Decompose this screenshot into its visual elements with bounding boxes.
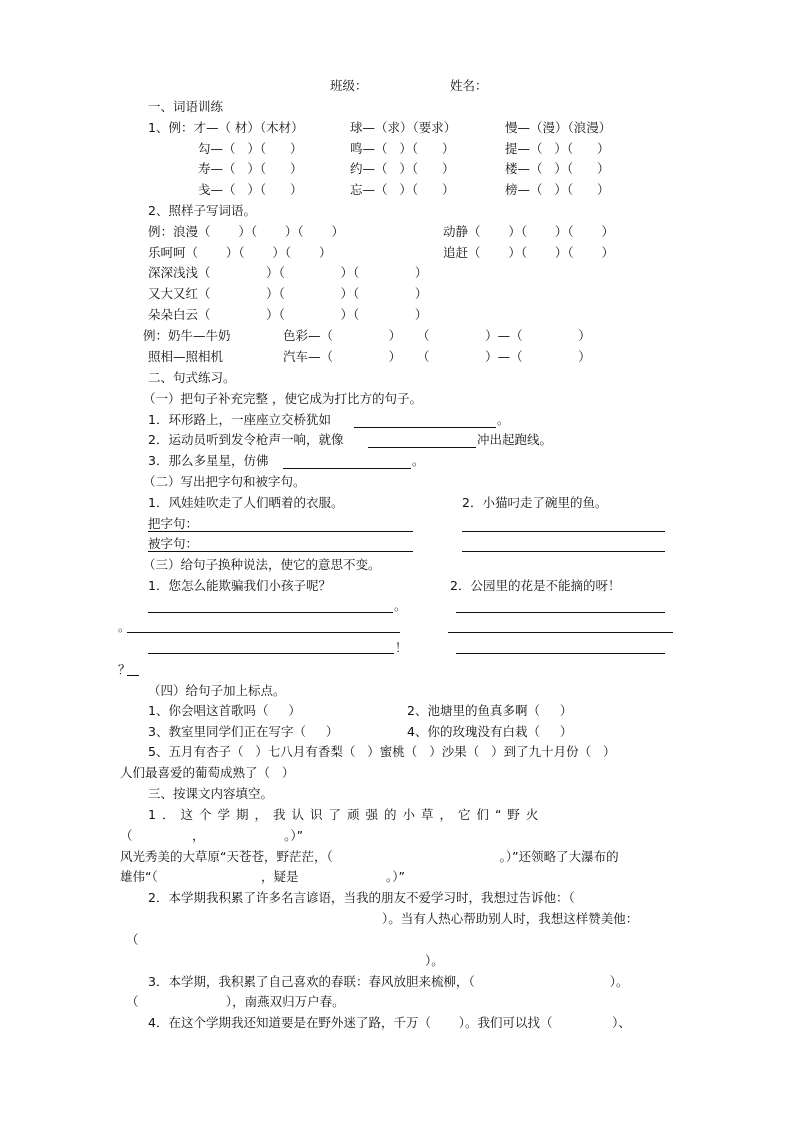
s3-q4-l1: 4．在这个学期我还知道要是在野外迷了路，千万（ ）。我们可以找（ ）、 [148, 1015, 631, 1030]
q1-example-b: 球—（求）（要求） [350, 120, 457, 135]
q1-row1-a: 勾—（ ）（ ） [198, 141, 303, 156]
p1-s1-pre: 1．环形路上，一座座立交桥犹如 [148, 412, 331, 427]
name-label: 姓名： [450, 78, 488, 93]
q1-row1-c: 提—（ ）（ ） [505, 141, 610, 156]
s3-q1-l4: 雄伟“（ ，疑是 。）” [120, 869, 405, 884]
p3-answer-1b[interactable] [127, 632, 400, 633]
p1-s1-post: 。 [497, 412, 510, 427]
q2-aabb-1: 深深浅浅（ ）（ ）（ ） [148, 265, 428, 280]
p3-answer-2c[interactable] [456, 653, 665, 654]
p3-title: （三）给句子换种说法，使它的意思不变。 [143, 557, 381, 572]
q1-row3-b: 忘—（ ）（ ） [350, 182, 455, 197]
bei-answer-1[interactable] [148, 551, 413, 552]
q2-ex2-b: 汽车—（ ） （ ）—（ ） [283, 349, 591, 364]
section1-title: 一、词语训练 [148, 99, 224, 114]
s3-q1-l1: 1．这个学期，我认识了顽强的小草，它们“野火 [148, 807, 545, 822]
p4-r2-a: 3、教室里同学们正在写字（ ） [148, 724, 339, 739]
q1-row3-a: 戋—（ ）（ ） [198, 182, 303, 197]
section2-title: 二、句式练习。 [148, 370, 236, 385]
q2-row2-b: 追赶（ ）（ ）（ ） [443, 245, 614, 260]
class-label: 班级： [330, 78, 368, 93]
p3-s2: 2．公园里的花是不能摘的呀！ [450, 578, 621, 593]
q2-ex1-b: 色彩—（ ） （ ）—（ ） [283, 328, 591, 343]
p4-r1-a: 1、你会唱这首歌吗（ ） [148, 703, 301, 718]
q2-aabb-2: 又大又红（ ）（ ）（ ） [148, 286, 428, 301]
p3-mark-exclaim: ！ [395, 640, 408, 655]
p3-mark-question: ？ [118, 662, 131, 677]
q2-row1-b: 动静（ ）（ ）（ ） [443, 224, 614, 239]
p4-r2-b: 4、你的玫瑰没有白栽（ ） [407, 724, 573, 739]
ba-answer-1[interactable] [148, 531, 413, 532]
p1-s2-pre: 2．运动员听到发令枪声一响，就像 [148, 432, 344, 447]
p4-r4: 人们最喜爱的葡萄成熟了（ ） [120, 765, 295, 780]
q2-aabb-3: 朵朵白云（ ）（ ）（ ） [148, 307, 428, 322]
q1-row2-a: 寿—（ ）（ ） [198, 161, 303, 176]
p3-answer-1d[interactable] [127, 675, 139, 676]
q1-row2-c: 楼—（ ）（ ） [505, 161, 610, 176]
ba-label: 把字句： [148, 516, 199, 531]
p4-title: （四）给句子加上标点。 [148, 683, 286, 698]
p1-s1-blank[interactable] [354, 427, 496, 428]
p1-title: （一）把句子补充完整 ，使它成为打比方的句子。 [143, 391, 422, 406]
p4-r1-b: 2、池塘里的鱼真多啊（ ） [407, 703, 573, 718]
s3-q3-l1: 3．本学期，我积累了自己喜欢的春联：春风放胆来梳柳，（ ）。 [148, 974, 629, 989]
p1-s3-pre: 3．那么多星星，仿佛 [148, 453, 269, 468]
s3-q2-l1: 2．本学期我积累了许多名言谚语，当我的朋友不爱学习时，我想过告诉他：（ [148, 890, 575, 905]
p1-s2-blank[interactable] [368, 447, 476, 448]
bei-answer-2[interactable] [462, 551, 665, 552]
p3-answer-2a[interactable] [456, 612, 665, 613]
s3-q2-l4: ）。 [425, 953, 444, 968]
q2-ex2-a: 照相—照相机 [148, 349, 224, 364]
q2-ex1-a: 例：奶牛—牛奶 [143, 328, 231, 343]
p3-mark-period1: 。 [394, 598, 407, 613]
p3-s1: 1．您怎么能欺骗我们小孩子呢？ [148, 578, 331, 593]
q1-row2-b: 约—（ ）（ ） [350, 161, 455, 176]
q1-example-c: 慢—（漫）（浪漫） [505, 120, 612, 135]
p1-s3-post: 。 [412, 453, 425, 468]
p1-s2-post: 冲出起跑线。 [477, 432, 553, 447]
q2-title: 2、照样子写词语。 [148, 203, 256, 218]
bei-label: 被字句： [148, 536, 199, 551]
p2-title: （二）写出把字句和被字句。 [143, 474, 306, 489]
p2-s2: 2．小猫叼走了碗里的鱼。 [462, 495, 608, 510]
p3-answer-1c[interactable] [148, 653, 394, 654]
q2-row2-a: 乐呵呵（ ）（ ）（ ） [148, 245, 332, 260]
p3-mark-period2: 。 [118, 619, 131, 634]
section3-title: 三、按课文内容填空。 [148, 786, 274, 801]
p3-answer-2b[interactable] [448, 632, 673, 633]
q1-row1-b: 鸣—（ ）（ ） [350, 141, 455, 156]
s3-q2-l2: ）。当有人热心帮助别人时，我想这样赞美他： [382, 911, 639, 926]
p1-s3-blank[interactable] [283, 468, 411, 469]
s3-q1-l3: 风光秀美的大草原“天苍苍，野茫茫，（ 。）”还领略了大瀑布的 [120, 849, 619, 864]
p4-r3: 5、五月有杏子（ ）七八月有香梨（ ）蜜桃（ ）沙果（ ）到了九十月份（ ） [148, 744, 616, 759]
q1-example-a: 1、例：才—（ 材）（木材） [148, 120, 304, 135]
p2-s1: 1．风娃娃吹走了人们晒着的衣服。 [148, 495, 344, 510]
ba-answer-2[interactable] [462, 531, 665, 532]
q1-row3-c: 榜—（ ）（ ） [505, 182, 610, 197]
q2-row1-a: 例：浪漫（ ）（ ）（ ） [148, 224, 344, 239]
s3-q3-l2: （ ），南燕双归万户春。 [126, 994, 345, 1009]
s3-q1-l2: （ ， 。）” [120, 828, 304, 843]
p3-answer-1a[interactable] [148, 612, 393, 613]
s3-q2-l3: （ [126, 932, 139, 947]
